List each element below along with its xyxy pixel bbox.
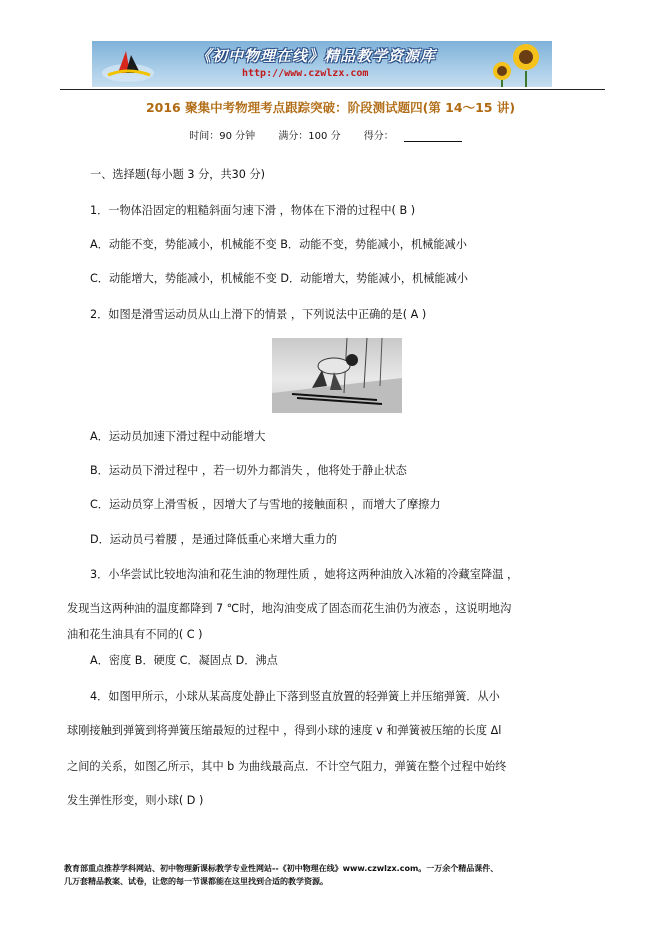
test-meta — [0, 127, 661, 142]
logo-icon — [98, 45, 158, 85]
question-2-option-c: C．运动员穿上滑雪板 ，因增大了与雪地的接触面积 ，而增大了摩擦力 — [90, 498, 441, 511]
page-footer — [64, 862, 498, 888]
page-title: 2016 聚集中考物理考点跟踪突破：阶段测试题四(第 14～15 讲) — [145, 100, 516, 115]
question-2-option-a: A．运动员加速下滑过程中动能增大 — [90, 430, 266, 443]
header-divider — [60, 89, 605, 90]
question-1-options-cd: C．动能增大，势能减小，机械能不变 D．动能增大，势能减小，机械能减小 — [90, 272, 468, 285]
sunflower-icon — [488, 41, 548, 87]
score-blank — [404, 131, 462, 142]
question-3-options: A．密度 B．硬度 C．凝固点 D．沸点 — [90, 654, 278, 667]
question-4-line1: 4．如图甲所示，小球从某高度处静止下落到竖直放置的轻弹簧上并压缩弹簧．从小 — [90, 690, 500, 703]
question-1-options-ab: A．动能不变，势能减小，机械能不变 B．动能不变，势能减小，机械能减小 — [90, 238, 467, 251]
banner-url[interactable]: http://www.czwlzx.com — [242, 68, 369, 79]
question-2-option-b: B．运动员下滑过程中 ，若一切外力都消失 ，他将处于静止状态 — [90, 464, 407, 477]
time-label: 时间：90 分钟 — [189, 131, 256, 142]
section-heading: 一、选择题(每小题 3 分，共30 分) — [90, 168, 266, 181]
skier-photo — [272, 338, 402, 413]
footer-line-1: 教育部重点推荐学科网站、初中物理新课标教学专业性网站--《初中物理在线》www.czwlzx.com。一万余个精品课件、 — [64, 864, 499, 873]
question-2: 2．如图是滑雪运动员从山上滑下的情景 ，下列说法中正确的是( A ) — [90, 308, 427, 321]
question-4-line3: 之间的关系，如图乙所示，其中 b 为曲线最高点．不计空气阻力，弹簧在整个过程中始终 — [67, 760, 507, 773]
footer-line-2: 几万套精品教案、试卷，让您的每一节课都能在这里找到合适的教学资源。 — [64, 877, 328, 886]
question-2-option-d: D．运动员弓着腰 ，是通过降低重心来增大重力的 — [90, 533, 338, 546]
question-3-line1: 3．小华尝试比较地沟油和花生油的物理性质 ，她将这两种油放入冰箱的冷藏室降温 ， — [90, 568, 519, 581]
full-score-label: 满分：100 分 — [278, 131, 341, 142]
score-field: 得分： — [364, 131, 472, 142]
question-4-line2: 球刚接触到弹簧到将弹簧压缩最短的过程中 ，得到小球的速度 v 和弹簧被压缩的长度 Δl — [67, 724, 502, 737]
banner-title: 《初中物理在线》精品教学资源库 — [196, 47, 437, 65]
header-banner — [92, 41, 552, 87]
question-1: 1．一物体沿固定的粗糙斜面匀速下滑 ，物体在下滑的过程中( B ) — [90, 204, 416, 217]
question-3-line3: 油和花生油具有不同的( C ) — [67, 628, 203, 641]
question-3-line2: 发现当这两种油的温度都降到 7 ℃时，地沟油变成了固态而花生油仍为液态 ，这说明地沟 — [67, 602, 512, 615]
question-4-line4: 发生弹性形变，则小球( D ) — [67, 794, 204, 807]
